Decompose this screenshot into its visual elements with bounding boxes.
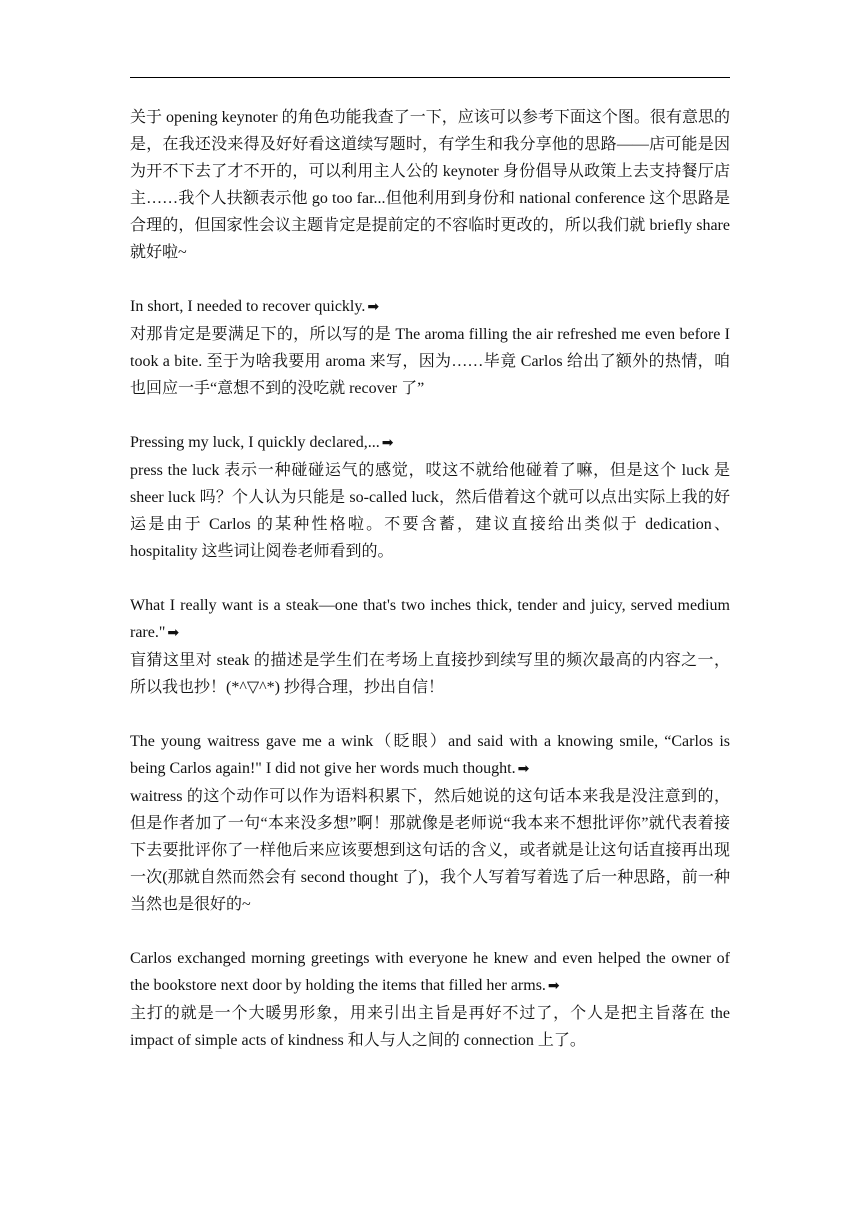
arrow-right-icon: ➡ [367, 299, 380, 315]
comment-paragraph-3: 盲猜这里对 steak 的描述是学生们在考场上直接抄到续写里的频次最高的内容之一，所以我也抄！(*^▽^*) 抄得合理，抄出自信！ [130, 652, 730, 696]
quote-paragraph-4 [130, 728, 730, 783]
paragraph-gap [130, 918, 730, 945]
comment-paragraph-2: press the luck 表示一种碰碰运气的感觉，哎这不就给他碰着了嘛，但是这个 luck 是 sheer luck 吗？个人认为只能是 so-called luck，然后借着这个就可以点出实际上我的好运是由于 Carlos 的某种性格啦。不要含蓄，建议直接给出类似于 dedication、hospitality 这些词让阅卷老师看到的。 [130, 462, 730, 560]
arrow-right-icon: ➡ [517, 761, 530, 777]
quote-paragraph-1 [130, 293, 730, 321]
intro-paragraph: 关于 opening keynoter 的角色功能我查了一下，应该可以参考下面这个图。很有意思的是，在我还没来得及好好看这道续写题时，有学生和我分享他的思路——店可能是因为开不下去了才不开的，可以利用主人公的 keynoter 身份倡导从政策上去支持餐厅店主……我个人扶额表示他 go too far...但他利用到身份和 national conference 这个思路是合理的，但国家性会议主题肯定是提前定的不容临时更改的，所以我们就 briefly share 就好啦~ [130, 109, 730, 261]
quote-text: In short, I needed to recover quickly. [130, 298, 366, 315]
paragraph-gap [130, 701, 730, 728]
paragraph-gap [130, 402, 730, 429]
paragraph-gap [130, 565, 730, 592]
arrow-right-icon: ➡ [381, 435, 394, 451]
quote-text: What I really want is a steak—one that's two inches thick, tender and juicy, served medium rare." [130, 597, 730, 641]
quote-text: Pressing my luck, I quickly declared,... [130, 434, 380, 451]
quote-text: The young waitress gave me a wink（眨眼）and said with a knowing smile, “Carlos is being Carlos again!" I did not give her words much thought. [130, 733, 730, 777]
paragraph-gap [130, 266, 730, 293]
quote-paragraph-2 [130, 429, 730, 457]
header-rule [130, 77, 730, 78]
quote-text: Carlos exchanged morning greetings with everyone he knew and even helped the owner of the bookstore next door by holding the items that filled her arms. [130, 950, 730, 994]
comment-paragraph-5: 主打的就是一个大暖男形象，用来引出主旨是再好不过了，个人是把主旨落在 the impact of simple acts of kindness 和人与人之间的 connection 上了。 [130, 1005, 730, 1049]
quote-paragraph-3 [130, 592, 730, 647]
comment-paragraph-1: 对那肯定是要满足下的，所以写的是 The aroma filling the air refreshed me even before I took a bite. 至于为啥我要用 aroma 来写，因为……毕竟 Carlos 给出了额外的热情，咱也回应一手“意想不到的没吃就 recover 了” [130, 326, 730, 397]
arrow-right-icon: ➡ [547, 978, 560, 994]
comment-paragraph-4: waitress 的这个动作可以作为语料积累下，然后她说的这句话本来我是没注意到的，但是作者加了一句“本来没多想”啊！那就像是老师说“我本来不想批评你”就代表着接下去要批评你了一样他后来应该要想到这句话的含义，或者就是让这句话直接再出现一次(那就自然而然会有 second thought 了)，我个人写着写着选了后一种思路，前一种当然也是很好的~ [130, 788, 730, 913]
document-body [130, 104, 730, 1054]
quote-paragraph-5 [130, 945, 730, 1000]
arrow-right-icon: ➡ [167, 625, 180, 641]
